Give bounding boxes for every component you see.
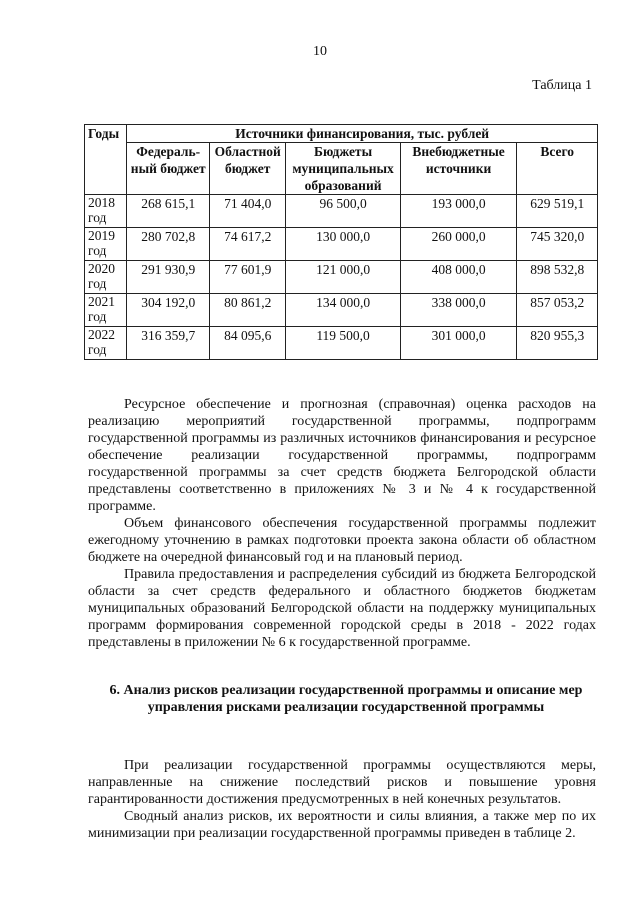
value-cell: 301 000,0 (400, 327, 517, 360)
value-cell: 121 000,0 (286, 261, 400, 294)
table-row (85, 261, 598, 294)
value-cell: 338 000,0 (400, 294, 517, 327)
value-cell: 71 404,0 (210, 195, 286, 228)
year-cell: 2022 год (85, 327, 127, 360)
total-cell: 857 053,2 (517, 294, 598, 327)
page-number: 10 (313, 44, 327, 59)
sources-header: Источники финансирования, тыс. рублей (127, 125, 598, 143)
value-cell: 291 930,9 (127, 261, 210, 294)
table-row (85, 195, 598, 228)
table-row (85, 294, 598, 327)
value-cell: 193 000,0 (400, 195, 517, 228)
value-cell: 77 601,9 (210, 261, 286, 294)
paragraph: Ресурсное обеспечение и прогнозная (справочная) оценка расходов на реализацию мероприятий государственной программы, подпрограмм государственной программы из различных источников финансирования и ресурсное обеспечение реализации государственной программы, подпрограмм государственной программы за счет средств бюджета Белгородской области представлены соответственно в приложениях № 3 и № 4 к государственной программе. (88, 397, 596, 514)
column-header-federal: Федераль-ный бюджет (127, 143, 210, 195)
value-cell: 119 500,0 (286, 327, 400, 360)
total-cell: 820 955,3 (517, 327, 598, 360)
paragraph: При реализации государственной программы осуществляются меры, направленные на снижение последствий рисков и повышение уровня гарантированности достижения предусмотренных в ней конечных результатов. (88, 758, 596, 807)
value-cell: 304 192,0 (127, 294, 210, 327)
value-cell: 84 095,6 (210, 327, 286, 360)
table-header-row (85, 125, 598, 143)
total-cell: 629 519,1 (517, 195, 598, 228)
year-cell: 2020 год (85, 261, 127, 294)
paragraph: Сводный анализ рисков, их вероятности и силы влияния, а также мер по их минимизации при реализации государственной программы приведен в таблице 2. (88, 809, 596, 841)
value-cell: 268 615,1 (127, 195, 210, 228)
column-header-total: Всего (517, 143, 598, 195)
total-cell: 745 320,0 (517, 228, 598, 261)
year-cell: 2019 год (85, 228, 127, 261)
year-cell: 2018 год (85, 195, 127, 228)
table-subheader-row (85, 143, 598, 195)
years-header: Годы (85, 125, 127, 195)
column-header-regional: Областной бюджет (210, 143, 286, 195)
table-label: Таблица 1 (532, 78, 592, 93)
risks-text (88, 757, 596, 842)
section-heading: 6. Анализ рисков реализации государственной программы и описание мер управления рисками реализации государственной программы (109, 683, 583, 715)
table-row (85, 327, 598, 360)
value-cell: 96 500,0 (286, 195, 400, 228)
resources-text (88, 396, 596, 651)
value-cell: 74 617,2 (210, 228, 286, 261)
year-cell: 2021 год (85, 294, 127, 327)
column-header-municipal: Бюджеты муниципальных образований (286, 143, 400, 195)
column-header-extrabudgetary: Внебюджетные источники (400, 143, 517, 195)
financing-table (84, 124, 598, 360)
value-cell: 134 000,0 (286, 294, 400, 327)
value-cell: 408 000,0 (400, 261, 517, 294)
paragraph: Правила предоставления и распределения субсидий из бюджета Белгородской области за счет средств федерального и областного бюджетов бюджетам муниципальных образований Белгородской области на поддержку муниципальных программ формирования современной городской среды в 2018 - 2022 годах представлены в приложении № 6 к государственной программе. (88, 567, 596, 650)
total-cell: 898 532,8 (517, 261, 598, 294)
paragraph: Объем финансового обеспечения государственной программы подлежит ежегодному уточнению в рамках подготовки проекта закона области об областном бюджете на очередной финансовый год и на плановый период. (88, 516, 596, 565)
value-cell: 280 702,8 (127, 228, 210, 261)
value-cell: 316 359,7 (127, 327, 210, 360)
value-cell: 260 000,0 (400, 228, 517, 261)
value-cell: 80 861,2 (210, 294, 286, 327)
table-row (85, 228, 598, 261)
value-cell: 130 000,0 (286, 228, 400, 261)
